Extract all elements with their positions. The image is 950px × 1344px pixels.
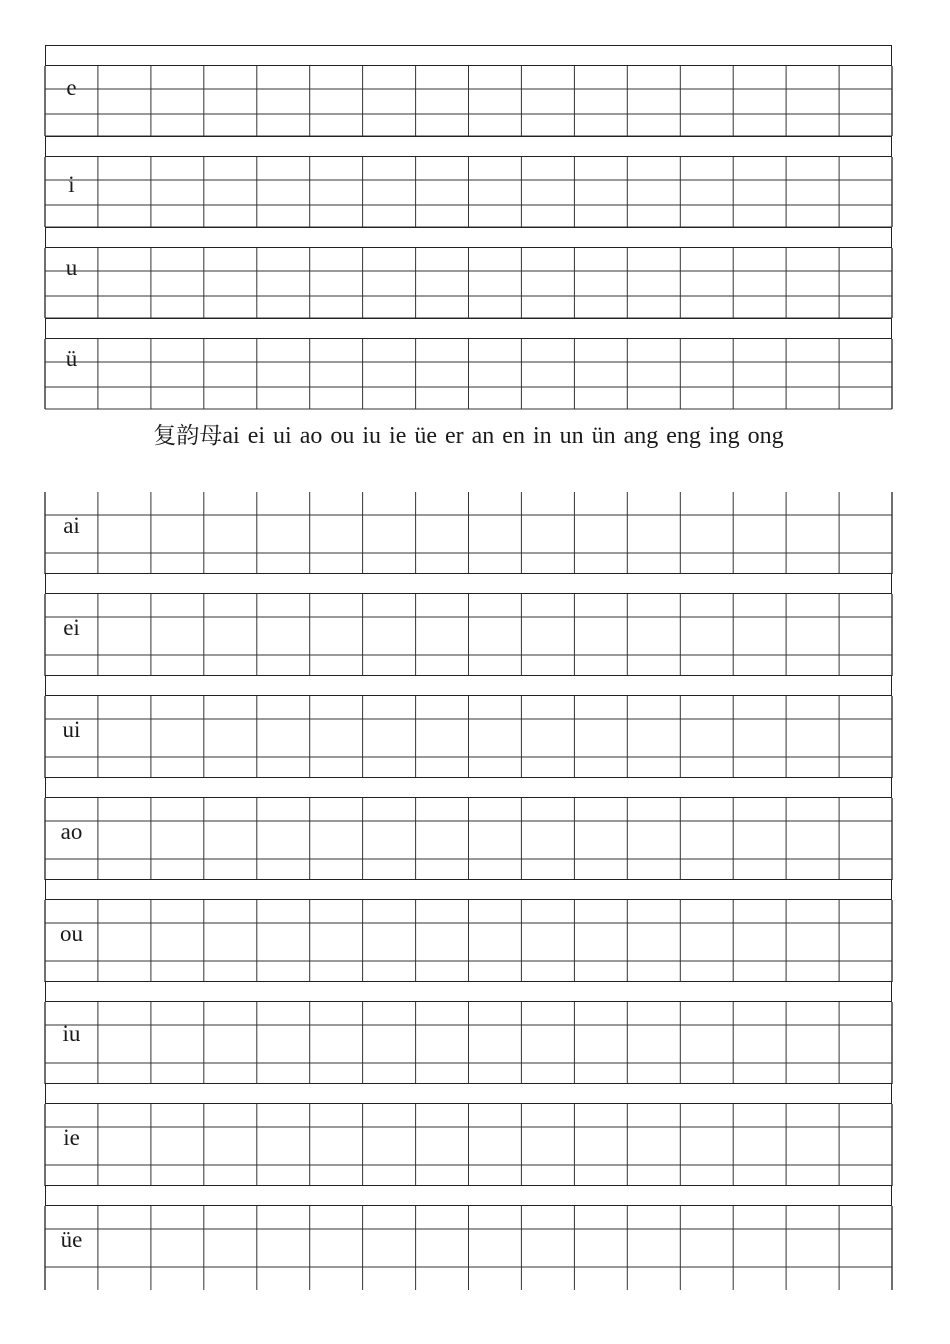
writing-grid	[45, 696, 892, 778]
spacer-band	[45, 981, 892, 1002]
writing-grid	[45, 66, 892, 136]
writing-grid	[45, 1206, 892, 1290]
writing-grid	[45, 798, 892, 880]
spacer-band	[45, 1185, 892, 1206]
finals-list: ai ei ui ao ou iu ie üe er an en in un ün ang eng ing ong	[222, 423, 784, 449]
row-label: ui	[62, 717, 81, 742]
writing-grid	[45, 594, 892, 676]
row-label: ou	[60, 921, 83, 946]
row-label: ai	[63, 513, 80, 538]
section-heading	[45, 419, 892, 454]
practice-row-ei	[45, 594, 892, 676]
practice-row-u	[45, 248, 892, 318]
row-label: e	[66, 75, 77, 100]
row-label: ei	[63, 615, 80, 640]
spacer-band	[45, 777, 892, 798]
spacer-band	[45, 675, 892, 696]
practice-row-ie	[45, 1104, 892, 1186]
section-title: 复韵母	[153, 423, 223, 449]
writing-grid	[45, 1104, 892, 1186]
row-label: ao	[60, 819, 83, 844]
writing-grid	[45, 900, 892, 982]
spacer-band	[45, 227, 892, 248]
spacer-band	[45, 1083, 892, 1104]
practice-row-ao	[45, 798, 892, 880]
practice-row-i	[45, 157, 892, 227]
practice-row-iu	[45, 1002, 892, 1084]
row-label: ü	[65, 346, 78, 371]
practice-row-ou	[45, 900, 892, 982]
practice-row-ui	[45, 696, 892, 778]
row-label: iu	[62, 1021, 81, 1046]
row-label: u	[65, 255, 78, 280]
row-label: üe	[60, 1227, 83, 1252]
spacer-band	[45, 573, 892, 594]
practice-row-üe	[45, 1206, 892, 1290]
writing-grid	[45, 339, 892, 409]
practice-row-ü	[45, 339, 892, 409]
writing-grid	[45, 248, 892, 318]
writing-grid	[45, 157, 892, 227]
row-label: ie	[63, 1125, 80, 1150]
practice-row-ai	[45, 492, 892, 574]
spacer-band	[45, 136, 892, 157]
spacer-band	[45, 318, 892, 339]
writing-grid	[45, 492, 892, 574]
writing-grid	[45, 1002, 892, 1084]
row-label: i	[68, 172, 75, 197]
spacer-band	[45, 879, 892, 900]
practice-row-e	[45, 66, 892, 136]
spacer-band	[45, 45, 892, 66]
